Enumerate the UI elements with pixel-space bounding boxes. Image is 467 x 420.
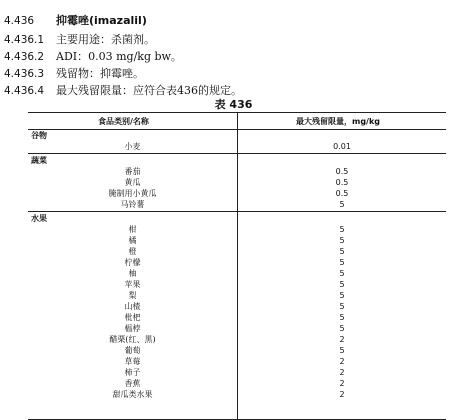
limit-value: 5	[339, 258, 345, 267]
limit-value: 5	[339, 236, 345, 245]
limit-value: 2	[339, 335, 345, 344]
limit-value: 5	[339, 200, 345, 209]
food-name: 腌制用小黄瓜	[108, 189, 157, 198]
limit-value: 2	[339, 379, 345, 388]
section-number: 4.436.4	[4, 85, 45, 97]
table-row	[28, 301, 446, 312]
section-number: 4.436.3	[4, 68, 45, 80]
table-row	[28, 367, 446, 378]
limit-value: 5	[339, 291, 345, 300]
category-name: 蔬菜	[31, 155, 47, 165]
section-text: 残留物：抑霉唑。	[56, 67, 144, 80]
limit-value: 0.5	[335, 189, 349, 198]
food-name: 番茄	[124, 167, 141, 176]
category-name: 谷物	[31, 130, 47, 140]
food-name: 山楂	[124, 302, 141, 311]
limit-value: 0.01	[333, 142, 351, 151]
section-number: 4.436.1	[4, 34, 45, 46]
table-row	[28, 323, 446, 334]
food-name: 枇杷	[124, 313, 141, 322]
section-text: 主要用途：杀菌剂。	[56, 33, 155, 46]
section-number: 4.436	[4, 15, 35, 27]
col-header-limit: 最大残留限量，mg/kg	[296, 117, 381, 126]
limit-value: 5	[339, 313, 345, 322]
group-separator	[28, 211, 446, 212]
table-row	[28, 246, 446, 257]
section-line	[4, 50, 182, 64]
table-row	[28, 199, 446, 210]
section-title: 抑霉唑(imazalil)	[56, 14, 147, 27]
food-name: 马铃薯	[120, 200, 145, 209]
table-row	[28, 224, 446, 235]
limit-value: 5	[339, 225, 345, 234]
category-name: 水果	[31, 213, 47, 223]
section-text: 最大残留限量：应符合表436的规定。	[56, 84, 242, 97]
section-line	[4, 33, 155, 47]
table-row	[28, 378, 446, 389]
group-separator	[28, 153, 446, 154]
food-name: 橘	[128, 236, 137, 245]
limit-value: 5	[339, 269, 345, 278]
limit-value: 2	[339, 368, 345, 377]
food-name: 柠檬	[124, 258, 141, 267]
food-name: 橙	[128, 247, 137, 256]
food-name: 葡萄	[124, 346, 141, 355]
food-name: 醋栗(红、黑)	[109, 335, 156, 344]
food-name: 榅桲	[124, 324, 141, 333]
limit-value: 5	[339, 346, 345, 355]
section-number: 4.436.2	[4, 51, 45, 63]
table-row	[28, 257, 446, 268]
table-title: 表 436	[214, 98, 253, 111]
limit-value: 5	[339, 302, 345, 311]
food-name: 甜瓜类水果	[112, 390, 153, 399]
table-row	[28, 290, 446, 301]
category-row	[28, 213, 446, 224]
section-text: ADI：0.03 mg/kg bw。	[56, 50, 182, 63]
food-name: 梨	[128, 291, 137, 300]
food-name: 苹果	[124, 280, 141, 289]
table-row	[28, 188, 446, 199]
food-name: 草莓	[124, 357, 141, 366]
limit-value: 2	[339, 390, 345, 399]
col-header-food: 食品类别/名称	[98, 117, 149, 126]
limit-value: 0.5	[335, 178, 349, 187]
section-heading	[4, 14, 147, 28]
table-row	[28, 268, 446, 279]
food-name: 柿子	[124, 368, 141, 377]
residue-limit-table	[28, 112, 446, 420]
limit-value: 5	[339, 247, 345, 256]
table-row	[28, 141, 446, 152]
limit-value: 0.5	[335, 167, 349, 176]
table-row	[28, 166, 446, 177]
table-row	[28, 356, 446, 367]
table-row	[28, 279, 446, 290]
limit-value: 5	[339, 324, 345, 333]
category-row	[28, 130, 446, 141]
table-row	[28, 235, 446, 246]
table-row	[28, 334, 446, 345]
table-row	[28, 177, 446, 188]
food-name: 柑	[128, 225, 137, 234]
food-name: 小麦	[124, 142, 141, 151]
limit-value: 2	[339, 357, 345, 366]
category-row	[28, 155, 446, 166]
table-row	[28, 345, 446, 356]
section-line	[4, 67, 144, 81]
food-name: 香蕉	[124, 379, 141, 388]
table-row	[28, 312, 446, 323]
cut-off-line	[0, 84, 467, 97]
limit-value: 5	[339, 280, 345, 289]
food-name: 柚	[128, 269, 137, 278]
table-row	[28, 389, 446, 400]
food-name: 黄瓜	[124, 178, 141, 187]
